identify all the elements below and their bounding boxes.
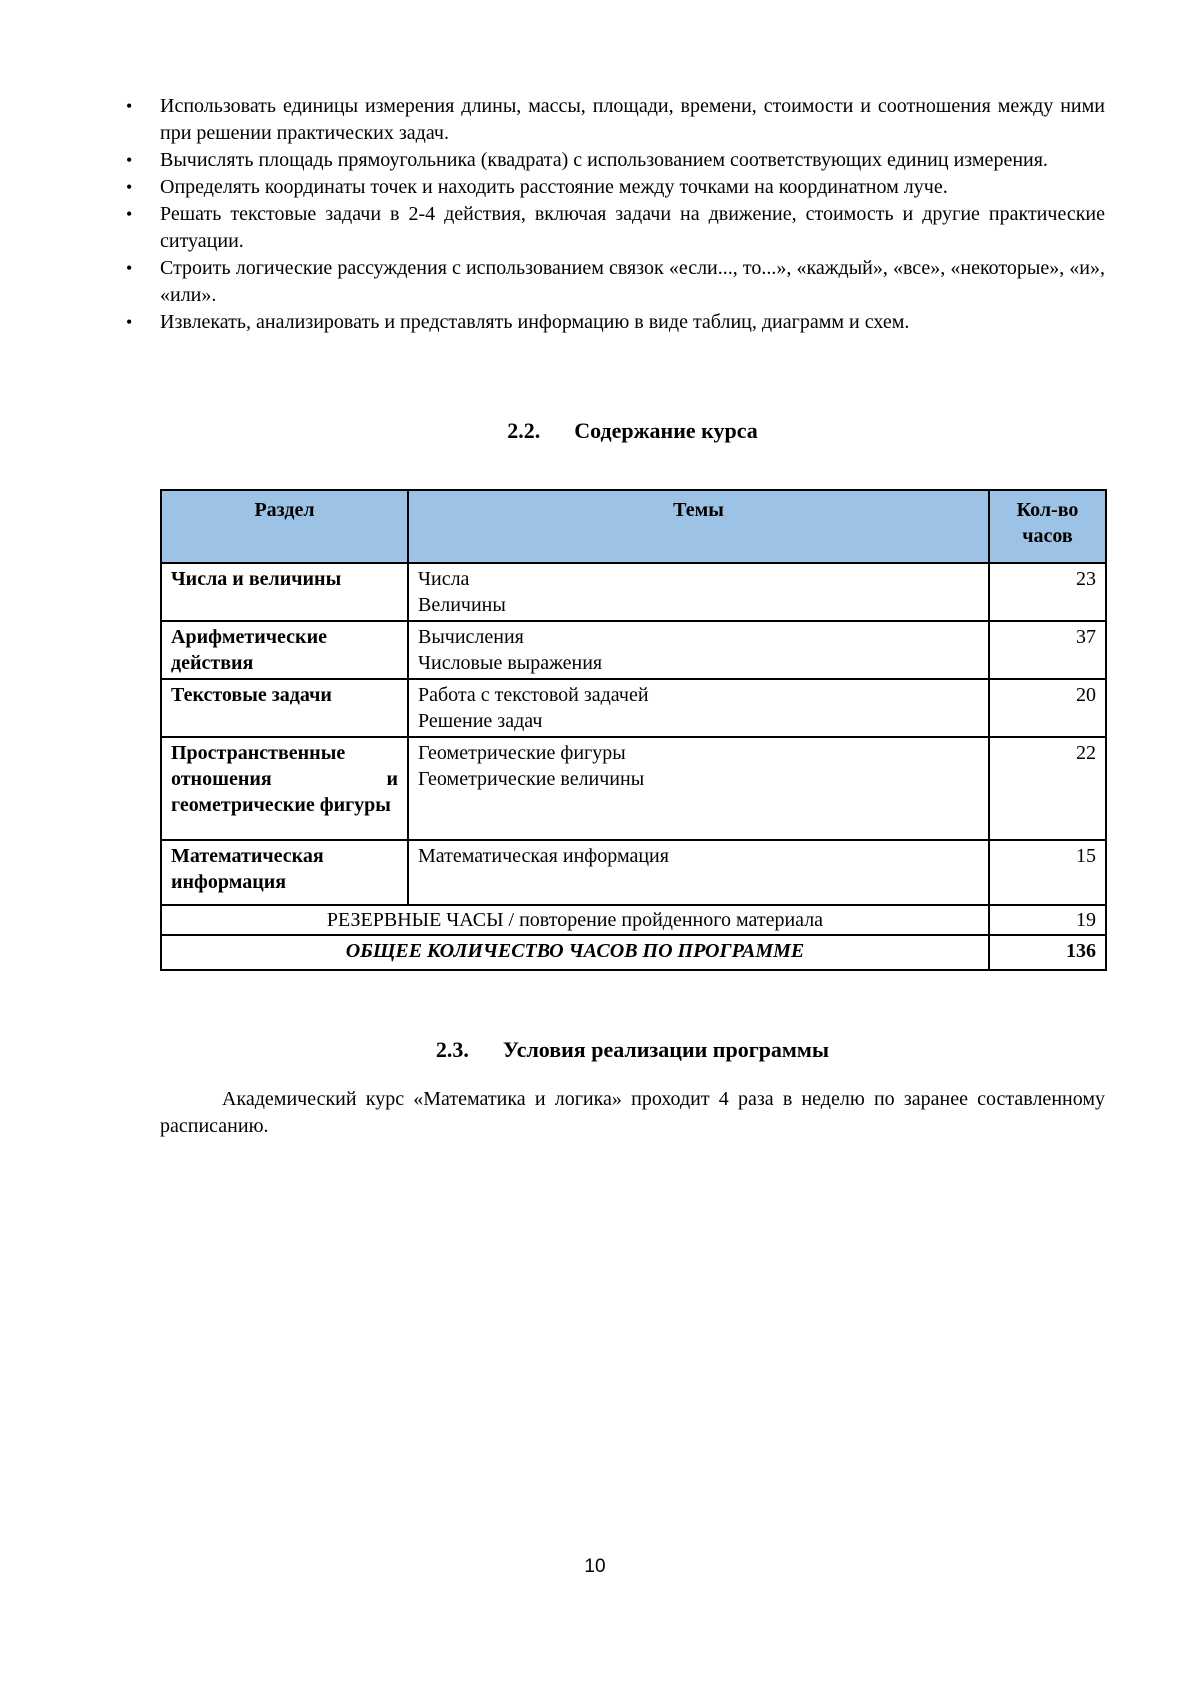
bullet-icon: • <box>126 96 133 116</box>
list-item <box>126 255 1105 309</box>
temy-line: Решение задач <box>418 710 543 732</box>
bullet-icon: • <box>126 204 133 224</box>
body-paragraph: Академический курс «Математика и логика» проходит 4 раза в неделю по заранее составленному расписанию. <box>160 1088 1105 1137</box>
temy-cell <box>408 737 989 840</box>
page-content <box>126 93 1105 1140</box>
list-item <box>126 309 1105 336</box>
temy-line: Геометрические величины <box>418 768 645 790</box>
total-label-cell: ОБЩЕЕ КОЛИЧЕСТВО ЧАСОВ ПО ПРОГРАММЕ <box>161 935 989 970</box>
reserve-label-cell: РЕЗЕРВНЫЕ ЧАСЫ / повторение пройденного материала <box>161 905 989 935</box>
temy-cell <box>408 563 989 621</box>
hours-cell: 136 <box>989 935 1106 970</box>
temy-cell <box>408 679 989 737</box>
column-header-hours: Кол-во часов <box>989 490 1106 563</box>
hours-cell: 37 <box>989 621 1106 679</box>
temy-cell <box>408 621 989 679</box>
razdel-cell: Текстовые задачи <box>161 679 408 737</box>
temy-line: Математическая информация <box>418 845 669 867</box>
hours-cell: 20 <box>989 679 1106 737</box>
temy-line: Работа с текстовой задачей <box>418 684 649 706</box>
temy-line: Геометрические фигуры <box>418 742 626 764</box>
razdel-cell: Математическая информация <box>161 840 408 905</box>
list-item-text: Вычислять площадь прямоугольника (квадрата) с использованием соответствующих единиц измерения. <box>160 149 1048 171</box>
list-item-text: Решать текстовые задачи в 2-4 действия, включая задачи на движение, стоимость и другие практические ситуации. <box>160 203 1105 252</box>
list-item <box>126 147 1105 174</box>
table-row <box>161 563 1106 621</box>
temy-cell <box>408 840 989 905</box>
razdel-cell: Пространственные отношения и геометрические фигуры <box>161 737 408 840</box>
temy-line: Величины <box>418 594 506 616</box>
section-number: 2.2. <box>507 418 541 443</box>
section-heading-2-2 <box>160 416 1105 446</box>
column-header-razdel: Раздел <box>161 490 408 563</box>
table-row <box>161 737 1106 840</box>
list-item-text: Использовать единицы измерения длины, массы, площади, времени, стоимости и соотношения между ними при решении практических задач. <box>160 95 1105 144</box>
bullet-icon: • <box>126 150 133 170</box>
page-number: 10 <box>584 1556 606 1577</box>
total-hours-row <box>161 935 1106 970</box>
bullet-icon: • <box>126 177 133 197</box>
razdel-cell: Числа и величины <box>161 563 408 621</box>
learning-outcomes-list <box>126 93 1105 336</box>
course-content-table <box>160 489 1107 971</box>
bullet-icon: • <box>126 258 133 278</box>
hours-cell: 19 <box>989 905 1106 935</box>
table-header-row <box>161 490 1106 563</box>
section-heading-2-3 <box>160 1035 1105 1065</box>
list-item <box>126 201 1105 255</box>
list-item <box>126 93 1105 147</box>
section-number: 2.3. <box>435 1037 469 1062</box>
bullet-icon: • <box>126 312 133 332</box>
column-header-temy: Темы <box>408 490 989 563</box>
table-row <box>161 621 1106 679</box>
list-item-text: Извлекать, анализировать и представлять информацию в виде таблиц, диаграмм и схем. <box>160 311 910 333</box>
temy-line: Вычисления <box>418 626 524 648</box>
hours-cell: 22 <box>989 737 1106 840</box>
section-title: Содержание курса <box>574 418 758 443</box>
hours-cell: 15 <box>989 840 1106 905</box>
list-item-text: Определять координаты точек и находить расстояние между точками на координатном луче. <box>160 176 948 198</box>
list-item-text: Строить логические рассуждения с использованием связок «если..., то...», «каждый», «все», «некоторые», «и», «или». <box>160 257 1105 306</box>
list-item <box>126 174 1105 201</box>
table-row <box>161 679 1106 737</box>
hours-cell: 23 <box>989 563 1106 621</box>
section-title: Условия реализации программы <box>502 1037 830 1062</box>
razdel-cell: Арифметические действия <box>161 621 408 679</box>
table-row <box>161 840 1106 905</box>
temy-line: Числа <box>418 568 470 590</box>
temy-line: Числовые выражения <box>418 652 603 674</box>
reserve-hours-row <box>161 905 1106 935</box>
